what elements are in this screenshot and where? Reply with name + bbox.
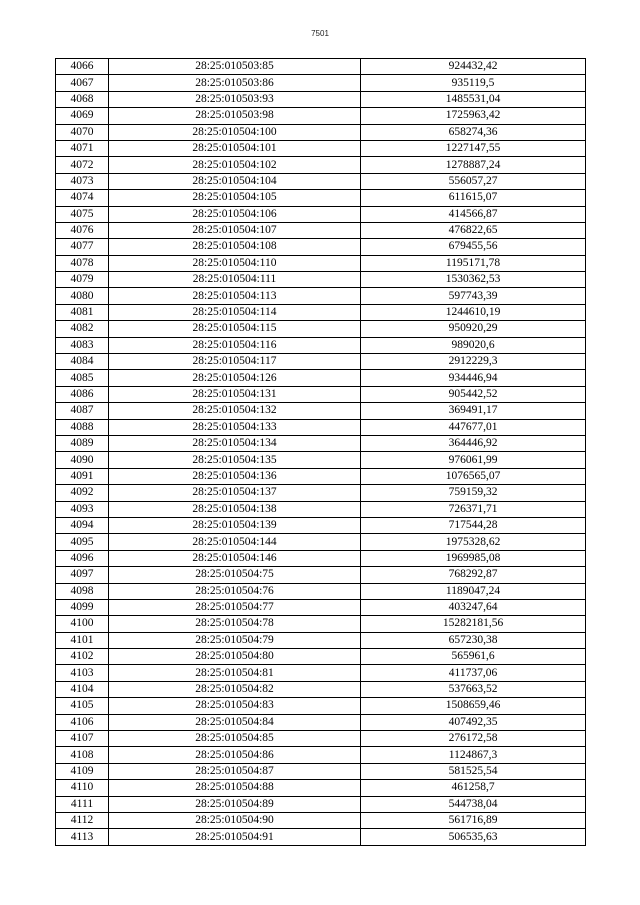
row-number-cell: 4078 [56, 255, 109, 271]
row-number-cell: 4070 [56, 124, 109, 140]
value-cell: 1076565,07 [361, 468, 586, 484]
cadastral-number-cell: 28:25:010504:110 [109, 255, 361, 271]
table-row [56, 354, 586, 370]
row-number-cell: 4077 [56, 239, 109, 255]
table-row [56, 485, 586, 501]
row-number-cell: 4068 [56, 91, 109, 107]
cadastral-number-cell: 28:25:010504:146 [109, 550, 361, 566]
row-number-cell: 4096 [56, 550, 109, 566]
value-cell: 934446,94 [361, 370, 586, 386]
cadastral-number-cell: 28:25:010504:115 [109, 321, 361, 337]
cadastral-number-cell: 28:25:010504:105 [109, 190, 361, 206]
row-number-cell: 4097 [56, 567, 109, 583]
value-cell: 1725963,42 [361, 108, 586, 124]
table-row [56, 370, 586, 386]
cadastral-number-cell: 28:25:010503:86 [109, 75, 361, 91]
cadastral-number-cell: 28:25:010504:106 [109, 206, 361, 222]
cadastral-number-cell: 28:25:010504:86 [109, 747, 361, 763]
value-cell: 717544,28 [361, 517, 586, 533]
cadastral-number-cell: 28:25:010504:104 [109, 173, 361, 189]
table-row [56, 157, 586, 173]
row-number-cell: 4091 [56, 468, 109, 484]
cadastral-number-cell: 28:25:010504:87 [109, 763, 361, 779]
value-cell: 1227147,55 [361, 140, 586, 156]
row-number-cell: 4098 [56, 583, 109, 599]
row-number-cell: 4075 [56, 206, 109, 222]
cadastral-number-cell: 28:25:010504:90 [109, 812, 361, 828]
table-row [56, 632, 586, 648]
row-number-cell: 4073 [56, 173, 109, 189]
row-number-cell: 4074 [56, 190, 109, 206]
value-cell: 989020,6 [361, 337, 586, 353]
row-number-cell: 4069 [56, 108, 109, 124]
table-row [56, 550, 586, 566]
cadastral-number-cell: 28:25:010504:138 [109, 501, 361, 517]
table-row [56, 173, 586, 189]
cadastral-number-cell: 28:25:010504:89 [109, 796, 361, 812]
value-cell: 364446,92 [361, 435, 586, 451]
row-number-cell: 4100 [56, 616, 109, 632]
cadastral-number-cell: 28:25:010504:117 [109, 354, 361, 370]
value-cell: 950920,29 [361, 321, 586, 337]
cadastral-number-cell: 28:25:010503:98 [109, 108, 361, 124]
cadastral-number-cell: 28:25:010504:132 [109, 403, 361, 419]
table-row [56, 222, 586, 238]
value-cell: 276172,58 [361, 731, 586, 747]
table-row [56, 435, 586, 451]
table-row [56, 239, 586, 255]
table-row [56, 731, 586, 747]
value-cell: 2912229,3 [361, 354, 586, 370]
cadastral-number-cell: 28:25:010504:91 [109, 829, 361, 845]
row-number-cell: 4102 [56, 649, 109, 665]
row-number-cell: 4071 [56, 140, 109, 156]
value-cell: 1485531,04 [361, 91, 586, 107]
value-cell: 581525,54 [361, 763, 586, 779]
row-number-cell: 4101 [56, 632, 109, 648]
cadastral-number-cell: 28:25:010504:113 [109, 288, 361, 304]
row-number-cell: 4079 [56, 272, 109, 288]
row-number-cell: 4087 [56, 403, 109, 419]
row-number-cell: 4103 [56, 665, 109, 681]
value-cell: 611615,07 [361, 190, 586, 206]
row-number-cell: 4111 [56, 796, 109, 812]
cadastral-number-cell: 28:25:010504:101 [109, 140, 361, 156]
row-number-cell: 4092 [56, 485, 109, 501]
row-number-cell: 4099 [56, 599, 109, 615]
table-row [56, 124, 586, 140]
value-cell: 768292,87 [361, 567, 586, 583]
table-row [56, 714, 586, 730]
value-cell: 537663,52 [361, 681, 586, 697]
cadastral-number-cell: 28:25:010504:108 [109, 239, 361, 255]
row-number-cell: 4104 [56, 681, 109, 697]
table-row [56, 681, 586, 697]
cadastral-number-cell: 28:25:010504:137 [109, 485, 361, 501]
cadastral-number-cell: 28:25:010504:75 [109, 567, 361, 583]
table-row [56, 829, 586, 845]
table-row [56, 534, 586, 550]
table-row [56, 140, 586, 156]
value-cell: 447677,01 [361, 419, 586, 435]
value-cell: 1975328,62 [361, 534, 586, 550]
value-cell: 976061,99 [361, 452, 586, 468]
row-number-cell: 4085 [56, 370, 109, 386]
value-cell: 1969985,08 [361, 550, 586, 566]
table-row [56, 501, 586, 517]
value-cell: 561716,89 [361, 812, 586, 828]
value-cell: 658274,36 [361, 124, 586, 140]
table-row [56, 649, 586, 665]
value-cell: 461258,7 [361, 780, 586, 796]
table-row [56, 747, 586, 763]
value-cell: 15282181,56 [361, 616, 586, 632]
table-row [56, 665, 586, 681]
value-cell: 1189047,24 [361, 583, 586, 599]
registry-table [55, 58, 586, 846]
table-row [56, 272, 586, 288]
value-cell: 414566,87 [361, 206, 586, 222]
value-cell: 1244610,19 [361, 304, 586, 320]
table-row [56, 91, 586, 107]
cadastral-number-cell: 28:25:010504:136 [109, 468, 361, 484]
row-number-cell: 4084 [56, 354, 109, 370]
table-row [56, 108, 586, 124]
row-number-cell: 4107 [56, 731, 109, 747]
table-row [56, 304, 586, 320]
cadastral-number-cell: 28:25:010504:111 [109, 272, 361, 288]
row-number-cell: 4086 [56, 386, 109, 402]
value-cell: 924432,42 [361, 59, 586, 75]
table-row [56, 337, 586, 353]
value-cell: 1195171,78 [361, 255, 586, 271]
value-cell: 1124867,3 [361, 747, 586, 763]
cadastral-number-cell: 28:25:010504:134 [109, 435, 361, 451]
table-row [56, 452, 586, 468]
row-number-cell: 4080 [56, 288, 109, 304]
cadastral-number-cell: 28:25:010503:93 [109, 91, 361, 107]
row-number-cell: 4108 [56, 747, 109, 763]
value-cell: 556057,27 [361, 173, 586, 189]
cadastral-number-cell: 28:25:010503:85 [109, 59, 361, 75]
value-cell: 1530362,53 [361, 272, 586, 288]
value-cell: 411737,06 [361, 665, 586, 681]
row-number-cell: 4089 [56, 435, 109, 451]
value-cell: 1508659,46 [361, 698, 586, 714]
cadastral-number-cell: 28:25:010504:78 [109, 616, 361, 632]
row-number-cell: 4110 [56, 780, 109, 796]
value-cell: 369491,17 [361, 403, 586, 419]
table-row [56, 321, 586, 337]
row-number-cell: 4088 [56, 419, 109, 435]
table-row [56, 780, 586, 796]
table-row [56, 75, 586, 91]
row-number-cell: 4093 [56, 501, 109, 517]
table-row [56, 419, 586, 435]
table-row [56, 567, 586, 583]
table-row [56, 386, 586, 402]
table-row [56, 190, 586, 206]
page-number: 7501 [311, 29, 329, 38]
value-cell: 403247,64 [361, 599, 586, 615]
cadastral-number-cell: 28:25:010504:88 [109, 780, 361, 796]
cadastral-number-cell: 28:25:010504:107 [109, 222, 361, 238]
table-row [56, 517, 586, 533]
cadastral-number-cell: 28:25:010504:133 [109, 419, 361, 435]
row-number-cell: 4112 [56, 812, 109, 828]
table-row [56, 763, 586, 779]
cadastral-number-cell: 28:25:010504:144 [109, 534, 361, 550]
cadastral-number-cell: 28:25:010504:77 [109, 599, 361, 615]
value-cell: 476822,65 [361, 222, 586, 238]
cadastral-number-cell: 28:25:010504:135 [109, 452, 361, 468]
cadastral-number-cell: 28:25:010504:131 [109, 386, 361, 402]
cadastral-number-cell: 28:25:010504:84 [109, 714, 361, 730]
row-number-cell: 4113 [56, 829, 109, 845]
cadastral-number-cell: 28:25:010504:79 [109, 632, 361, 648]
cadastral-number-cell: 28:25:010504:82 [109, 681, 361, 697]
row-number-cell: 4067 [56, 75, 109, 91]
row-number-cell: 4095 [56, 534, 109, 550]
cadastral-number-cell: 28:25:010504:80 [109, 649, 361, 665]
value-cell: 657230,38 [361, 632, 586, 648]
row-number-cell: 4081 [56, 304, 109, 320]
value-cell: 1278887,24 [361, 157, 586, 173]
table-row [56, 255, 586, 271]
row-number-cell: 4109 [56, 763, 109, 779]
value-cell: 759159,32 [361, 485, 586, 501]
value-cell: 407492,35 [361, 714, 586, 730]
table-row [56, 812, 586, 828]
registry-table-body [56, 59, 586, 846]
row-number-cell: 4082 [56, 321, 109, 337]
table-row [56, 403, 586, 419]
value-cell: 679455,56 [361, 239, 586, 255]
cadastral-number-cell: 28:25:010504:81 [109, 665, 361, 681]
row-number-cell: 4066 [56, 59, 109, 75]
row-number-cell: 4076 [56, 222, 109, 238]
value-cell: 565961,6 [361, 649, 586, 665]
table-row [56, 616, 586, 632]
row-number-cell: 4083 [56, 337, 109, 353]
row-number-cell: 4072 [56, 157, 109, 173]
cadastral-number-cell: 28:25:010504:100 [109, 124, 361, 140]
table-row [56, 59, 586, 75]
cadastral-number-cell: 28:25:010504:116 [109, 337, 361, 353]
cadastral-number-cell: 28:25:010504:114 [109, 304, 361, 320]
table-row [56, 206, 586, 222]
value-cell: 544738,04 [361, 796, 586, 812]
row-number-cell: 4090 [56, 452, 109, 468]
cadastral-number-cell: 28:25:010504:126 [109, 370, 361, 386]
cadastral-number-cell: 28:25:010504:83 [109, 698, 361, 714]
table-row [56, 796, 586, 812]
cadastral-number-cell: 28:25:010504:139 [109, 517, 361, 533]
value-cell: 905442,52 [361, 386, 586, 402]
cadastral-number-cell: 28:25:010504:76 [109, 583, 361, 599]
cadastral-number-cell: 28:25:010504:102 [109, 157, 361, 173]
table-row [56, 583, 586, 599]
row-number-cell: 4106 [56, 714, 109, 730]
value-cell: 726371,71 [361, 501, 586, 517]
value-cell: 597743,39 [361, 288, 586, 304]
row-number-cell: 4105 [56, 698, 109, 714]
row-number-cell: 4094 [56, 517, 109, 533]
table-row [56, 698, 586, 714]
table-row [56, 468, 586, 484]
table-row [56, 599, 586, 615]
value-cell: 935119,5 [361, 75, 586, 91]
value-cell: 506535,63 [361, 829, 586, 845]
cadastral-number-cell: 28:25:010504:85 [109, 731, 361, 747]
table-row [56, 288, 586, 304]
